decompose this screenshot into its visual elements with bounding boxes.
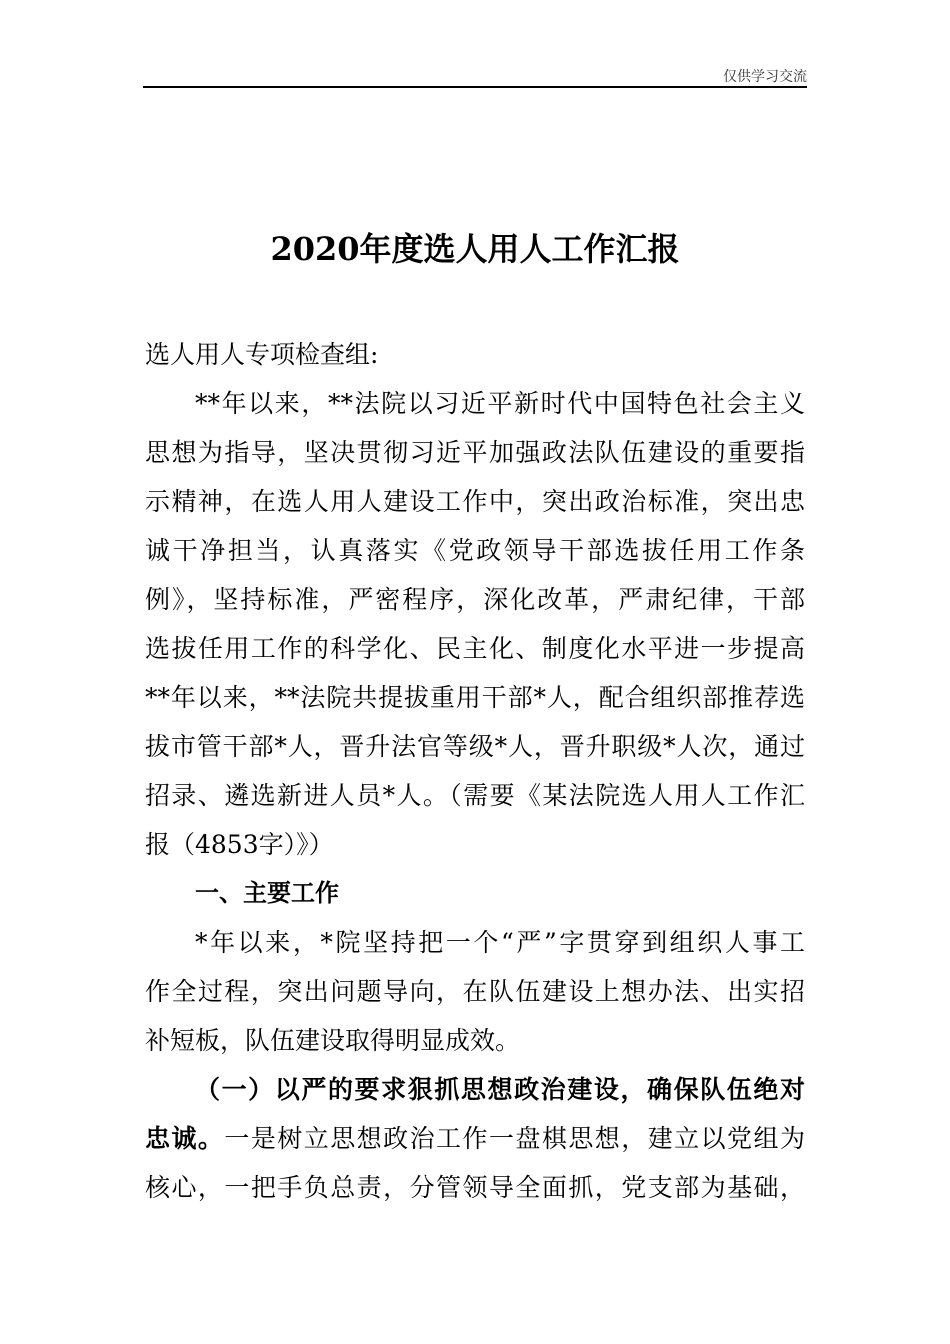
paragraph-1-line: 例》，坚持标准，严密程序，深化改革，严肃纪律，干部 bbox=[145, 585, 805, 614]
salutation: 选人用人专项检查组: bbox=[145, 340, 379, 369]
subsection-1-line: 核心，一把手负总责，分管领导全面抓，党支部为基础， bbox=[145, 1173, 805, 1202]
paragraph-1-line: 选拔任用工作的科学化、民主化、制度化水平进一步提高 bbox=[145, 634, 805, 663]
section-1-heading: 一、主要工作 bbox=[195, 879, 339, 907]
paragraph-1-line: 招录、遴选新进人员*人。（需要《某法院选人用人工作汇 bbox=[145, 781, 805, 810]
paragraph-1-line: 报（4853字）》） bbox=[145, 830, 334, 859]
subsection-1-text: 一是树立思想政治工作一盘棋思想，建立以党组为 bbox=[224, 1124, 805, 1153]
paragraph-2-line: *年以来，*院坚持把一个“严”字贯穿到组织人事工 bbox=[195, 928, 805, 957]
subsection-1-heading: （一）以严的要求狠抓思想政治建设，确保队伍绝对 bbox=[195, 1075, 805, 1104]
paragraph-1-line: 拔市管干部*人，晋升法官等级*人，晋升职级*人次，通过 bbox=[145, 732, 805, 761]
paragraph-1-line: 思想为指导，坚决贯彻习近平加强政法队伍建设的重要指 bbox=[145, 438, 805, 467]
document-title: 2020年度选人用人工作汇报 bbox=[270, 230, 680, 268]
subsection-1-heading-end: 忠诚。 bbox=[145, 1124, 225, 1153]
paragraph-2-line: 补短板，队伍建设取得明显成效。 bbox=[145, 1026, 521, 1055]
paragraph-1-line: 诚干净担当，认真落实《党政领导干部选拔任用工作条 bbox=[145, 536, 805, 565]
subsection-1-line bbox=[145, 1114, 805, 1163]
paragraph-2-line: 作全过程，突出问题导向，在队伍建设上想办法、出实招 bbox=[145, 977, 805, 1006]
paragraph-1-line: **年以来，**法院以习近平新时代中国特色社会主义 bbox=[195, 389, 805, 418]
header-note: 仅供学习交流 bbox=[723, 69, 807, 85]
paragraph-1-line: **年以来，**法院共提拔重用干部*人，配合组织部推荐选 bbox=[145, 683, 805, 712]
header-rule bbox=[143, 86, 807, 88]
paragraph-1-line: 示精神，在选人用人建设工作中，突出政治标准，突出忠 bbox=[145, 487, 805, 516]
document-body bbox=[145, 330, 805, 1212]
